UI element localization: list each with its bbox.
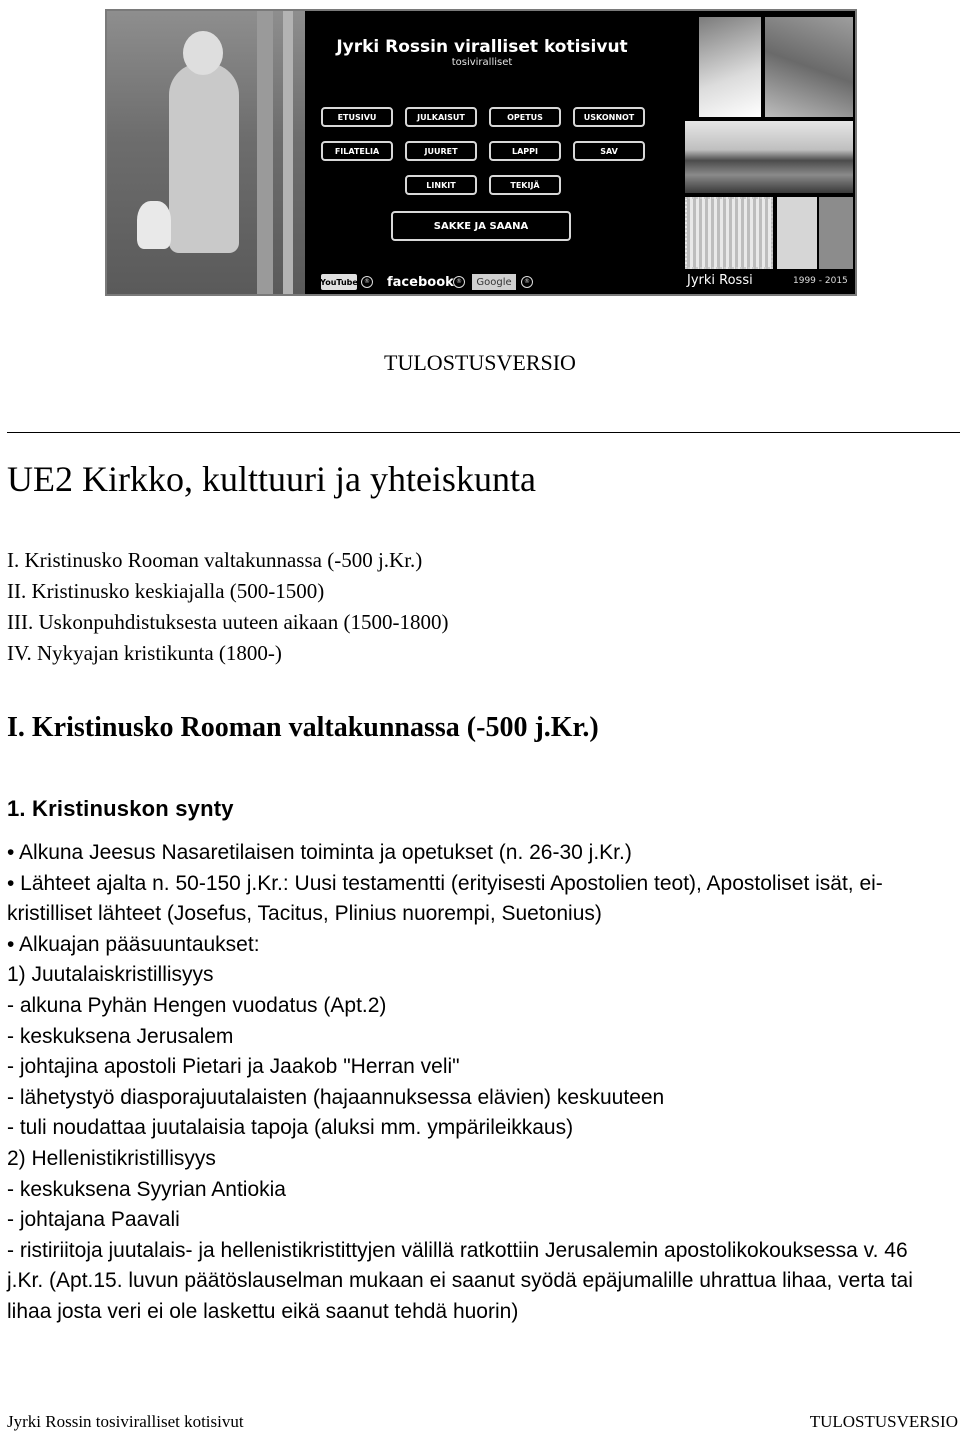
print-version-label: TULOSTUSVERSIO [384,350,576,375]
toc-item: III. Uskonpuhdistuksesta uuteen aikaan (1500-1800) [7,610,449,634]
content-line: - tuli noudattaa juutalaisia tapoja (aluksi mm. ympärileikkaus) [7,1116,574,1140]
section-content [7,838,948,1328]
photo-cat-white [699,17,761,117]
content-line: - lähetystyö diasporajuutalaisten (hajaannuksessa elävien) keskuuteen [7,1085,665,1109]
portrait-image [819,197,853,269]
banner-photo-man-with-dog [107,11,305,294]
tree-trunk [257,11,273,294]
tree-trunk [283,11,293,294]
site-banner [105,9,857,296]
registered-icon: ® [521,276,533,288]
nav-button-tekija[interactable]: TEKIJÄ [489,175,561,195]
banner-footer-name: Jyrki Rossi [687,273,753,288]
nav-button-etusivu[interactable]: ETUSIVU [321,107,393,127]
facebook-link[interactable]: facebook [387,274,454,290]
nav-button-filatelia[interactable]: FILATELIA [321,141,393,161]
content-line: - alkuna Pyhän Hengen vuodatus (Apt.2) [7,993,387,1017]
stamp-portrait-image [777,197,817,269]
content-line: • Alkuna Jeesus Nasaretilaisen toiminta ja opetukset (n. 26-30 j.Kr.) [7,841,632,864]
content-line: 2) Hellenistikristillisyys [7,1146,216,1170]
registered-icon: ® [453,276,465,288]
nav-button-uskonnot[interactable]: USKONNOT [573,107,645,127]
nav-button-julkaisut[interactable]: JULKAISUT [405,107,477,127]
toc-item: IV. Nykyajan kristikunta (1800-) [7,641,282,665]
nav-button-sav[interactable]: SAV [573,141,645,161]
horizontal-divider [7,432,960,433]
photo-cat-tabby [765,17,853,117]
site-title[interactable]: Jyrki Rossin viralliset kotisivut [336,37,628,57]
banner-footer-years: 1999 - 2015 [793,276,848,286]
stamp-image [685,197,773,269]
content-line: - ristiriitoja juutalais- ja hellenistikristittyjen välillä ratkottiin Jerusalemin apostolikokouksessa v. 46 j.Kr. (Apt.15. luvun päätöslauselman mukaan ei saanut syödä epäjumalille uhrattua lihaa, verta tai lihaa josta veri ei ole laskettu eikä saanut tehdä huorin) [7,1238,913,1323]
content-line: • Alkuajan pääsuuntaukset: [7,932,260,956]
google-link[interactable]: Google [472,274,516,290]
nav-button-lappi[interactable]: LAPPI [489,141,561,161]
content-line: - keskuksena Syyrian Antiokia [7,1177,286,1201]
nav-button-juuret[interactable]: JUURET [405,141,477,161]
person-figure [169,63,239,253]
nav-button-linkit[interactable]: LINKIT [405,175,477,195]
toc-item: II. Kristinusko keskiajalla (500-1500) [7,579,325,603]
document-title: UE2 Kirkko, kulttuuri ja yhteiskunta [7,459,536,499]
sub-heading: 1. Kristinuskon synty [7,796,234,821]
youtube-link[interactable]: YouTube [321,274,357,290]
dog-figure [137,201,171,249]
table-of-contents [7,545,448,669]
toc-item: I. Kristinusko Rooman valtakunnassa (-500 j.Kr.) [7,548,423,572]
footer-site-name: Jyrki Rossin tosiviralliset kotisivut [7,1412,244,1431]
photo-lapland-landscape [685,121,853,193]
section-heading: I. Kristinusko Rooman valtakunnassa (-500 j.Kr.) [7,712,599,743]
registered-icon: ® [361,276,373,288]
nav-button-opetus[interactable]: OPETUS [489,107,561,127]
footer-print-version: TULOSTUSVERSIO [809,1412,958,1431]
content-line: - johtajana Paavali [7,1208,180,1232]
site-subtitle: tosiviralliset [451,57,513,68]
person-head [183,31,223,75]
content-line: 1) Juutalaiskristillisyys [7,963,214,987]
content-line: - keskuksena Jerusalem [7,1024,234,1048]
feature-button-sakke-ja-saana[interactable]: SAKKE JA SAANA [391,211,571,241]
content-line: - johtajina apostoli Pietari ja Jaakob "Herran veli" [7,1055,460,1079]
content-line: • Lähteet ajalta n. 50-150 j.Kr.: Uusi testamentti (erityisesti Apostolien teot), Apostoliset isät, ei-kristilliset lähteet (Josefus, Tacitus, Plinius nuorempi, Suetonius) [7,871,883,926]
